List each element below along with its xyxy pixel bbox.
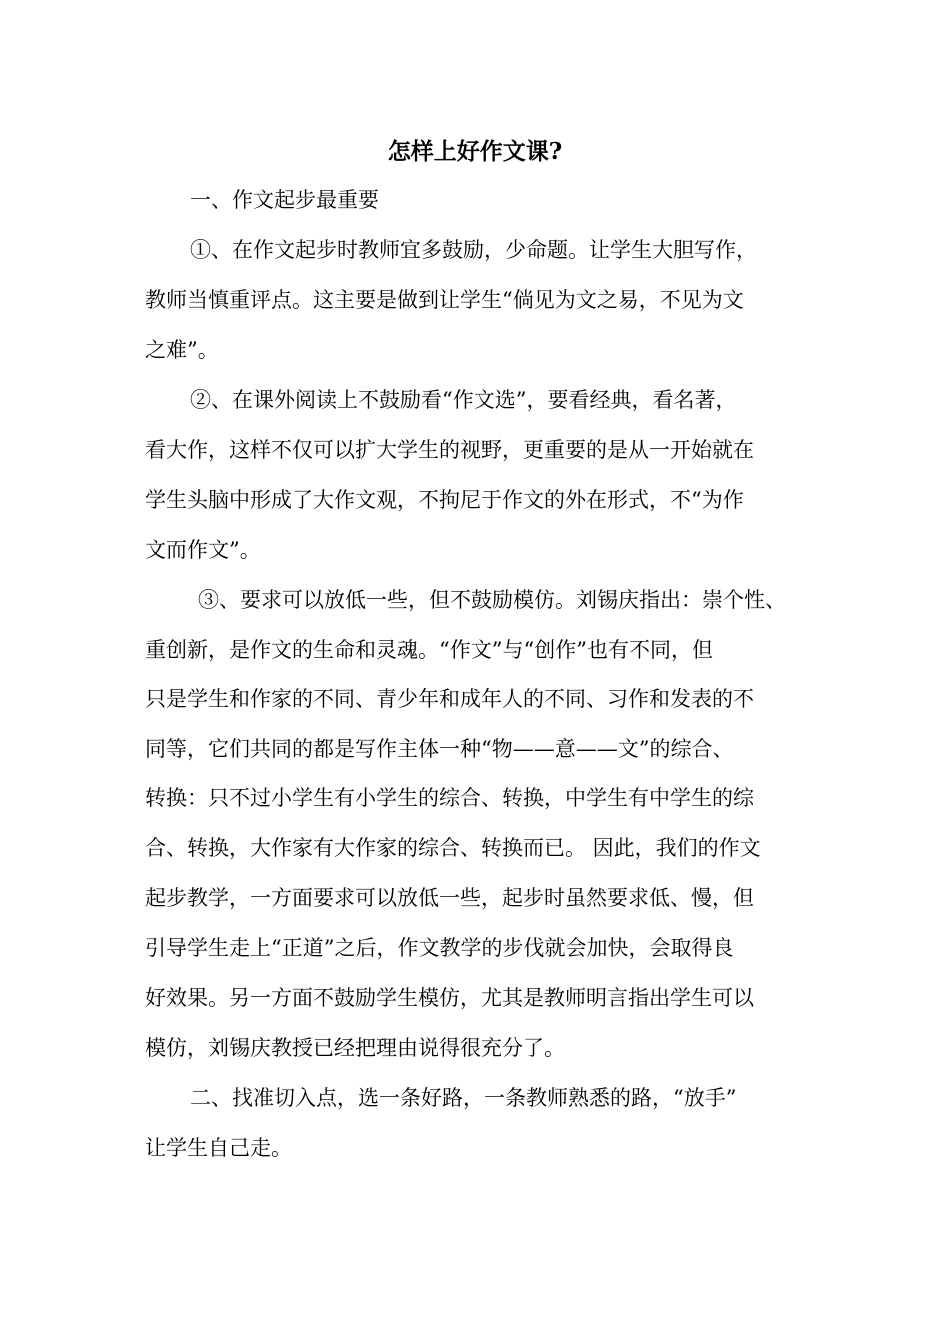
paragraph-3-line-4: 同等，它们共同的都是写作主体一种“物——意——文”的综合、 bbox=[145, 737, 734, 761]
paragraph-1-line-3: 之难”。 bbox=[145, 338, 219, 362]
paragraph-1-line-1: ①、在作文起步时教师宜多鼓励，少命题。让学生大胆写作， bbox=[190, 238, 757, 262]
paragraph-2-line-2: 看大作，这样不仅可以扩大学生的视野，更重要的是从一开始就在 bbox=[145, 438, 754, 462]
paragraph-3-line-5: 转换：只不过小学生有小学生的综合、转换，中学生有中学生的综 bbox=[145, 786, 754, 810]
paragraph-1-line-2: 教师当慎重评点。这主要是做到让学生“倘见为文之易，不见为文 bbox=[145, 288, 744, 312]
section-heading-2-line-2: 让学生自己走。 bbox=[145, 1136, 292, 1160]
page-title: 怎样上好作文课? bbox=[387, 138, 563, 165]
paragraph-3-line-2: 重创新，是作文的生命和灵魂。“作文”与“创作”也有不同，但 bbox=[145, 638, 713, 662]
paragraph-3-line-10: 模仿，刘锡庆教授已经把理由说得很充分了。 bbox=[145, 1036, 565, 1060]
paragraph-3-line-8: 引导学生走上“正道”之后，作文教学的步伐就会加快，会取得良 bbox=[145, 936, 734, 960]
section-heading-2-line-1: 二、找准切入点，选一条好路，一条教师熟悉的路，“放手” bbox=[190, 1086, 737, 1110]
paragraph-3-line-3: 只是学生和作家的不同、青少年和成年人的不同、习作和发表的不 bbox=[145, 687, 754, 711]
paragraph-3-line-9: 好效果。另一方面不鼓励学生模仿，尤其是教师明言指出学生可以 bbox=[145, 986, 754, 1010]
paragraph-3-line-7: 起步教学，一方面要求可以放低一些，起步时虽然要求低、慢，但 bbox=[145, 886, 754, 910]
paragraph-2-line-3: 学生头脑中形成了大作文观，不拘尼于作文的外在形式，不“为作 bbox=[145, 488, 744, 512]
paragraph-2-line-1: ②、在课外阅读上不鼓励看“作文选”，要看经典，看名著， bbox=[190, 388, 737, 412]
paragraph-3-line-6: 合、转换，大作家有大作家的综合、转换而已。 因此，我们的作文 bbox=[145, 836, 761, 860]
paragraph-3-line-1: ③、要求可以放低一些，但不鼓励模仿。刘锡庆指出：崇个性、 bbox=[198, 588, 786, 612]
paragraph-2-line-4: 文而作文”。 bbox=[145, 538, 261, 562]
section-heading-1: 一、作文起步最重要 bbox=[190, 188, 379, 212]
